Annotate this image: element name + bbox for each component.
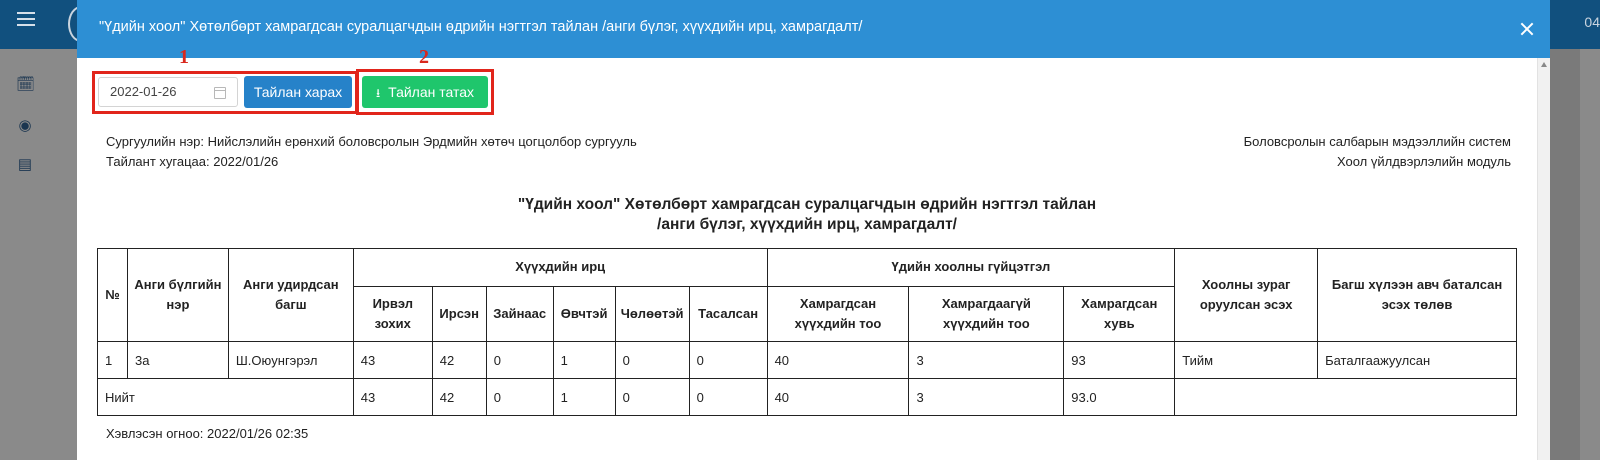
annotation-marker-1: 1 [179,46,189,68]
col-header-lunch: Үдийн хоолны гүйцэтгэл [767,249,1175,287]
cell-total-not-covered: 3 [909,379,1064,416]
hamburger-icon[interactable] [17,12,35,28]
calendar-icon[interactable]: 🗓 [16,76,36,93]
report-period: Тайлант хугацаа: 2022/01/26 [106,154,279,169]
download-report-button[interactable] [362,76,488,108]
module-name: Хоол үйлдвэрлэлийн модуль [1336,154,1511,169]
cell-sick: 1 [553,342,615,379]
cell-total-covered: 40 [767,379,909,416]
modal-scrollbar[interactable] [1537,58,1550,460]
col-header-class-name: Анги бүлгийн нэр [127,249,228,342]
modal-title: "Үдийн хоол" Хөтөлбөрт хамрагдсан суралцагчдын өдрийн нэгтгэл тайлан /анги бүлэг, хүүхдийн ирц, хамрагдалт/ [99,19,863,35]
cell-total-label: Нийт [98,379,354,416]
cell-total-free: 0 [615,379,689,416]
school-name: Сургуулийн нэр: Нийслэлийн ерөнхий боловсролын Эрдмийн хөтөч цогцолбор сургууль [106,134,637,149]
table-row [98,342,1517,379]
report-date-input[interactable] [98,77,238,107]
col-header-covered: Хамрагдсан хүүхдийн тоо [767,287,909,342]
col-header-photo: Хоолны зураг оруулсан эсэх [1175,249,1318,342]
col-header-free: Чөлөөтэй [615,287,689,342]
cell-total-came: 42 [432,379,486,416]
report-title-line1: "Үдийн хоол" Хөтөлбөрт хамрагдсан суралцагчдын өдрийн нэгтгэл тайлан [517,196,1097,213]
col-header-attendance: Хүүхдийн ирц [353,249,767,287]
col-header-no: № [98,249,128,342]
cell-total-absent-leave: 0 [486,379,553,416]
col-header-not-covered: Хамрагдаагүй хүүхдийн тоо [909,287,1064,342]
report-table [97,248,1517,416]
cell-covered: 40 [767,342,909,379]
report-modal [77,0,1550,460]
excel-file-icon[interactable]: ▤ [17,156,33,173]
download-icon: ⭳ [375,86,381,100]
cell-missed: 0 [689,342,767,379]
cell-percent: 93 [1064,342,1175,379]
scroll-up-arrow-icon[interactable] [1541,62,1547,67]
col-header-status: Багш хүлээн авч баталсан эсэх төлөв [1318,249,1517,342]
col-header-missed: Тасалсан [689,287,767,342]
app-header-corner-text: 04 [1584,14,1600,30]
cell-came: 42 [432,342,486,379]
system-name: Боловсролын салбарын мэдээллийн систем [1243,134,1511,149]
app-sidebar [0,49,77,460]
cell-no: 1 [98,342,128,379]
cell-total-sick: 1 [553,379,615,416]
download-report-label: Тайлан татах [388,84,475,100]
cell-absent-leave: 0 [486,342,553,379]
report-date-value: 2022-01-26 [110,84,177,99]
cell-total-percent: 93.0 [1064,379,1175,416]
table-total-row [98,379,1517,416]
cell-free: 0 [615,342,689,379]
col-header-teacher: Анги удирдсан багш [228,249,353,342]
col-header-percent: Хамрагдсан хувь [1064,287,1175,342]
cell-photo: Тийм [1175,342,1318,379]
col-header-should-attend: Ирвэл зохих [353,287,432,342]
col-header-came: Ирсэн [432,287,486,342]
report-title-line2: /анги бүлэг, хүүхдийн ирц, хамрагдалт/ [657,216,957,233]
cell-total-should-attend: 43 [353,379,432,416]
cell-total-missed: 0 [689,379,767,416]
cell-class-name: 3а [127,342,228,379]
modal-header [77,0,1550,58]
close-icon[interactable] [1518,20,1536,38]
col-header-absent-leave: Зайнаас [486,287,553,342]
printed-date: Хэвлэсэн огноо: 2022/01/26 02:35 [106,426,309,441]
view-report-button[interactable]: Тайлан харах [244,76,352,108]
cell-teacher: Ш.Оюунгэрэл [228,342,353,379]
cell-not-covered: 3 [909,342,1064,379]
calendar-icon[interactable] [214,87,226,99]
cell-status: Баталгаажуулсан [1318,342,1517,379]
cell-should-attend: 43 [353,342,432,379]
food-icon[interactable]: ◉ [18,117,32,134]
annotation-marker-2: 2 [419,46,429,68]
col-header-sick: Өвчтэй [553,287,615,342]
cell-total-empty [1175,379,1517,416]
app-right-strip [1580,49,1600,460]
